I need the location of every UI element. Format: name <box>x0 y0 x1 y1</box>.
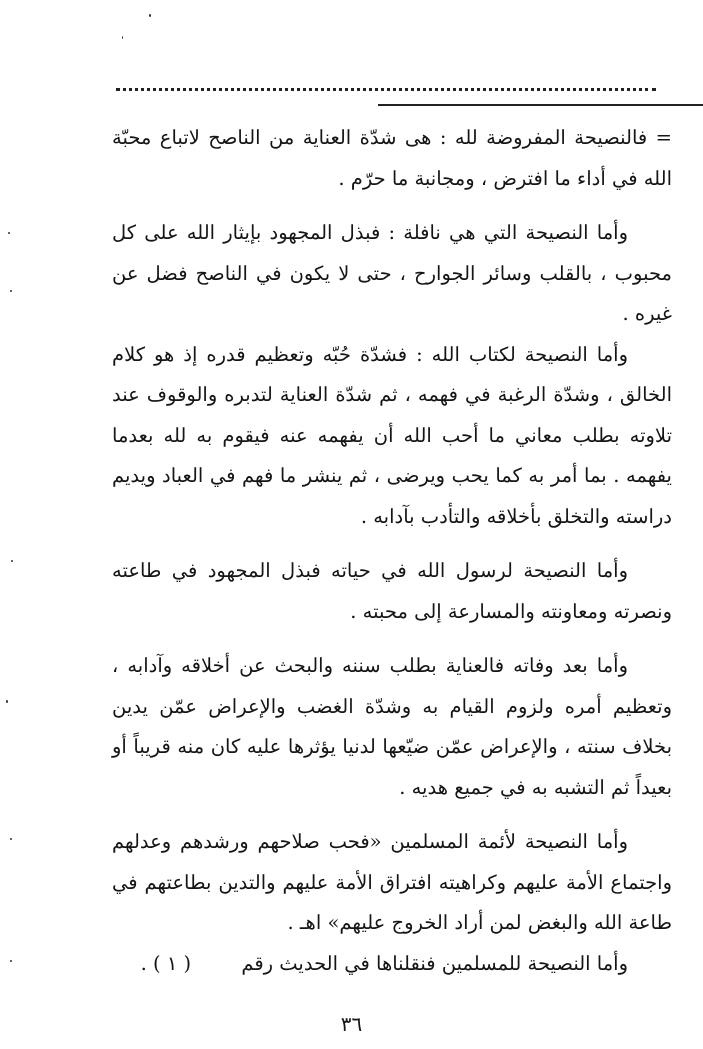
scan-speck <box>149 14 151 17</box>
scan-speck <box>6 700 8 703</box>
scan-speck <box>8 232 10 234</box>
paragraph-4 <box>112 551 672 632</box>
scan-speck <box>10 290 12 292</box>
paragraph-text: فالنصيحة المفروضة لله : هى شدّة العناية من الناصح لاتباع محبّة الله في أداء ما افترض ، ومجانبة ما حرّم . <box>112 126 672 190</box>
paragraph-6 <box>112 822 672 944</box>
body-text <box>112 118 672 984</box>
scan-speck <box>11 560 13 562</box>
paragraph-3 <box>112 335 672 538</box>
solid-rule <box>378 104 703 106</box>
paragraph-text: وأما النصيحة التي هي نافلة : فبذل المجهود بإيثار الله على كل محبوب ، بالقلب وسائر الجوارح ، حتى لا يكون في الناصح فضل عن غيره . <box>112 221 672 325</box>
dotted-rule <box>116 88 656 91</box>
paragraph-1 <box>112 118 672 199</box>
paragraph-5 <box>112 646 672 808</box>
paragraph-text: وأما النصيحة لأئمة المسلمين «فحب صلاحهم ورشدهم وعدلهم واجتماع الأمة عليهم وكراهيته افتراق الأمة عليهم والتدين بطاعتهم في طاعة الله والبغض لمن أراد الخروج عليهم» اهـ . <box>112 830 672 934</box>
paragraph-text: وأما النصيحة لكتاب الله : فشدّة حُبّه وتعظيم قدره إذ هو كلام الخالق ، وشدّة الرغبة في فهمه ، ثم شدّة العناية لتدبره والوقوف عند تلاوته بطلب معاني ما أحب الله أن يفهمه عنه فيقوم به لله بعدما يفهمه . بما أمر به كما يحب ويرضى ، ثم ينشر ما فهم في العباد ويديم دراسته والتخلق بأخلاقه والتأدب بآدابه . <box>112 342 672 528</box>
scan-speck <box>122 36 123 39</box>
paragraph-text: وأما بعد وفاته فالعناية بطلب سننه والبحث عن أخلاقه وآدابه ، وتعظيم أمره ولزوم القيام به وشدّة الغضب والإعراض عمّن يدين بخلاف سنته ، والإعراض عمّن ضيّعها لدنيا يؤثرها عليه كان منه قريباً أو بعيداً ثم التشبه به في جميع هديه . <box>112 654 672 799</box>
scan-speck <box>10 838 12 840</box>
paragraph-7 <box>112 944 672 985</box>
page-number: ٣٦ <box>340 1012 363 1036</box>
paragraph-text: وأما النصيحة للمسلمين فنقلناها في الحديث رقم <box>241 951 628 975</box>
continuation-mark: = <box>647 126 672 149</box>
paragraph-text: وأما النصيحة لرسول الله في حياته فبذل المجهود في طاعته ونصرته ومعاونته والمسارعة إلى محبته . <box>112 559 672 623</box>
scan-speck <box>10 960 12 962</box>
header-rule <box>116 88 656 108</box>
paragraph-2 <box>112 213 672 335</box>
footnote-reference[interactable]: ( ١ ) . <box>140 951 192 975</box>
